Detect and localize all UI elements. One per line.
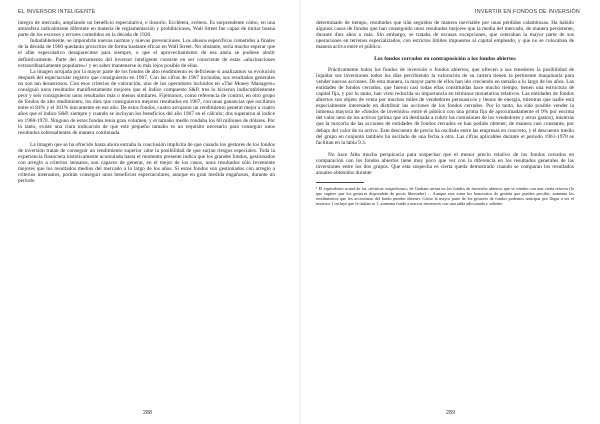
footnote: ¹ El equivalente actual de las «técnicas sospechosas» de Graham serían no los fondos de inversión abiertos que se venden con una cierta reserva (lo que sugiere que los gestores dispondrán de pocas libertades) ... Aunque este toma los honorarios de gestión que pueden percibir, aumenta los rendimientos que los accionistas del fondo pueden obtener. Cómo la mayor parte de los gestores de fondos podemos anticipar por llegar a ser el inversor 1 incluye que le titulan se 1, aumenta fondo a nuevos inversores con una tabla adicionada y saliente.	[316, 186, 574, 207]
right-page-number: 289	[446, 410, 455, 416]
right-paragraph: determinado de tiempo, resultados que irán seguidos de manera inevitable por unas pérdidas calamitosas. Ha habido algunos casos de fondos que han conseguido unos resultados mejores que la media del mercado, de manera persistente, durante diez años o más. Sin embargo, se trataba de escasas excepciones, que centraban la mayor parte de sus operaciones en terrenos especializados, con estrictos límites impuestos al capital empleado, y que no se colocaban de manera activa entre el público.	[316, 20, 574, 51]
section-heading: Los fondos cerrados en contraposición a los fondos abiertos	[374, 56, 516, 63]
left-paragraph: La imagen arrojada por la mayor parte de los fondos de alto rendimiento es deficiente si analizamos su evolución después del espectacular registro que consiguieron en 1967. Con las cifras de 1967 incluidas, sus resultados generales no son tan desastrosos. Con esos criterios de valoración, uno de los operadores incluidos en «The Money Managers» consiguió unos resultados manifiestamente mejores que el índice compuesto S&P, tres lo hicieron indiscutiblemente peor y seis consiguieron unos resultados más o menos similares. Fijémonos, como referencia de control, en otro grupo de fondos de alto rendimiento, los diez que consiguieron mejores resultados en 1967, con unas ganancias que oscilaron entre el 84% y el 301% únicamente en ese año. De estos fondos, cuatro arrojaron un rendimiento general mejor a cuatro años que el índice S&P, siempre y cuando se incluyan los beneficios del año 1967 en el cálculo; dos superaron al índice en 1968-1970. Ninguno de estos fondos tenía gran volumen, y el tamaño medio rondaba los 60 millones de dólares. Por lo tanto, existe una clara indicación de que este pequeño tamaño es un requisito necesario para conseguir unos resultados sobresalientes de manera continuada.	[18, 68, 275, 136]
left-paragraph: íntegro de mercado, ampliando un beneficio especulativo, e ilusorio. Ecclétera, ecétera. Es sorprendente cómo, en una atmósfera radicalmente diferente en materia de reglamentación y prohibiciones, Wall Street fue capaz de imitar buena parte de los excesos y errores cometidos en la década de 1920.	[18, 20, 275, 39]
left-page-body	[18, 20, 275, 184]
right-paragraph: Prácticamente todos los fondos de inversión o fondos abiertos, que ofrecen a sus tenedores la posibilidad de liquidar sus inversiones todos los días percibiendo la valoración de su cartera tienen la pertinente maquinaria para vender nuevas acciones. De esta manera, la mayor parte de ellos han ido creciendo en tamaño a lo largo de los años. Las entidades de fondos cerrados, que fueron casi todas ellas constituidas hace mucho tiempo, tienen una estructura de capital fija, y por lo tanto, han visto reducida su importancia en términos monetarios relativos. Las entidades de fondos abiertos son objeto de venta por muchos miles de vendedores persuasivos y llenos de energía, mientras que nadie está especialmente interesado en distribuir las acciones de los fondos cerrados. Por lo tanto, ha sido posible vender la inmensa mayoría de «fondos de inversión» entre el público con una prima fija de aproximadamente el 9% por encima del valor neto de los activos (prima que irá destinada a cubrir las comisiones de los vendedores y otros gastos), mientras que la mayoría de las acciones de entidades de fondos cerrados se han podido obtener, de manera casi constante, por debajo del valor de su activo. Este descuento de precio ha oscilado entre las empresas en concreto, y el descuento medio del grupo en conjunto también ha oscilado de una fecha a otra. Las cifras aplicables durante el periodo 1961-1970 se facilitan en la tabla 9.3.	[316, 66, 574, 146]
right-page-body	[316, 20, 574, 206]
left-paragraph: Indudablemente, se impondrán nuevas normas y nuevas prevenciones. Los abusos específicos cometidos a finales de la década de 1960 quedarán proscritos de forma bastante eficaz en Wall Street. No obstante, sería mucho esperar que el afán especulativo desapareciese para siempre, o que el aprovechamiento de esa ansia se pudiese abolir definitivamente. Parte del armamento del inversor inteligente consiste en ser consciente de estas «alucinaciones extraordinariamente populares»¹ y en saber mantenerse lo más lejos posible de ellas.	[18, 38, 275, 69]
footnote-rule	[316, 182, 364, 183]
left-paragraph: La imagen que se ha ofrecido hasta ahora entraña la conclusión implícita de que cuando los gestores de los fondos de inversión tratan de conseguir un rendimiento superior cabe la posibilidad de que surjan riesgos especiales. Toda la experiencia financiera históricamente acumulada hasta el momento presente indica que los grandes fondos, gestionados con arreglo a criterios sensatos, son capaces de generar, en el mejor de los casos, unos resultados sólo levemente mejores que los resultados medios del mercado a lo largo de los años. Si estos fondos son gestionados con arreglo a criterios insensatos, podrán conseguir unos beneficios espectaculares, aunque en gran medida engañosos, durante un período	[18, 141, 275, 185]
right-paragraph: No hace falta mucha perspicacia para sospechar que el menor precio relativo de los fondos cerrados en comparación con los fondos abiertos tiene muy poco que ver con la diferencia en los resultados generales de las inversiones entre los dos grupos. Que esta sospecha es cierta queda demostrado cuando se comparan los resultados anuales obtenidos durante	[316, 151, 574, 177]
right-running-head: INVERTIR EN FONDOS DE INVERSIÓN	[475, 9, 580, 15]
left-page-number: 288	[143, 410, 152, 416]
left-running-head: EL INVERSOR INTELIGENTE	[18, 9, 96, 15]
